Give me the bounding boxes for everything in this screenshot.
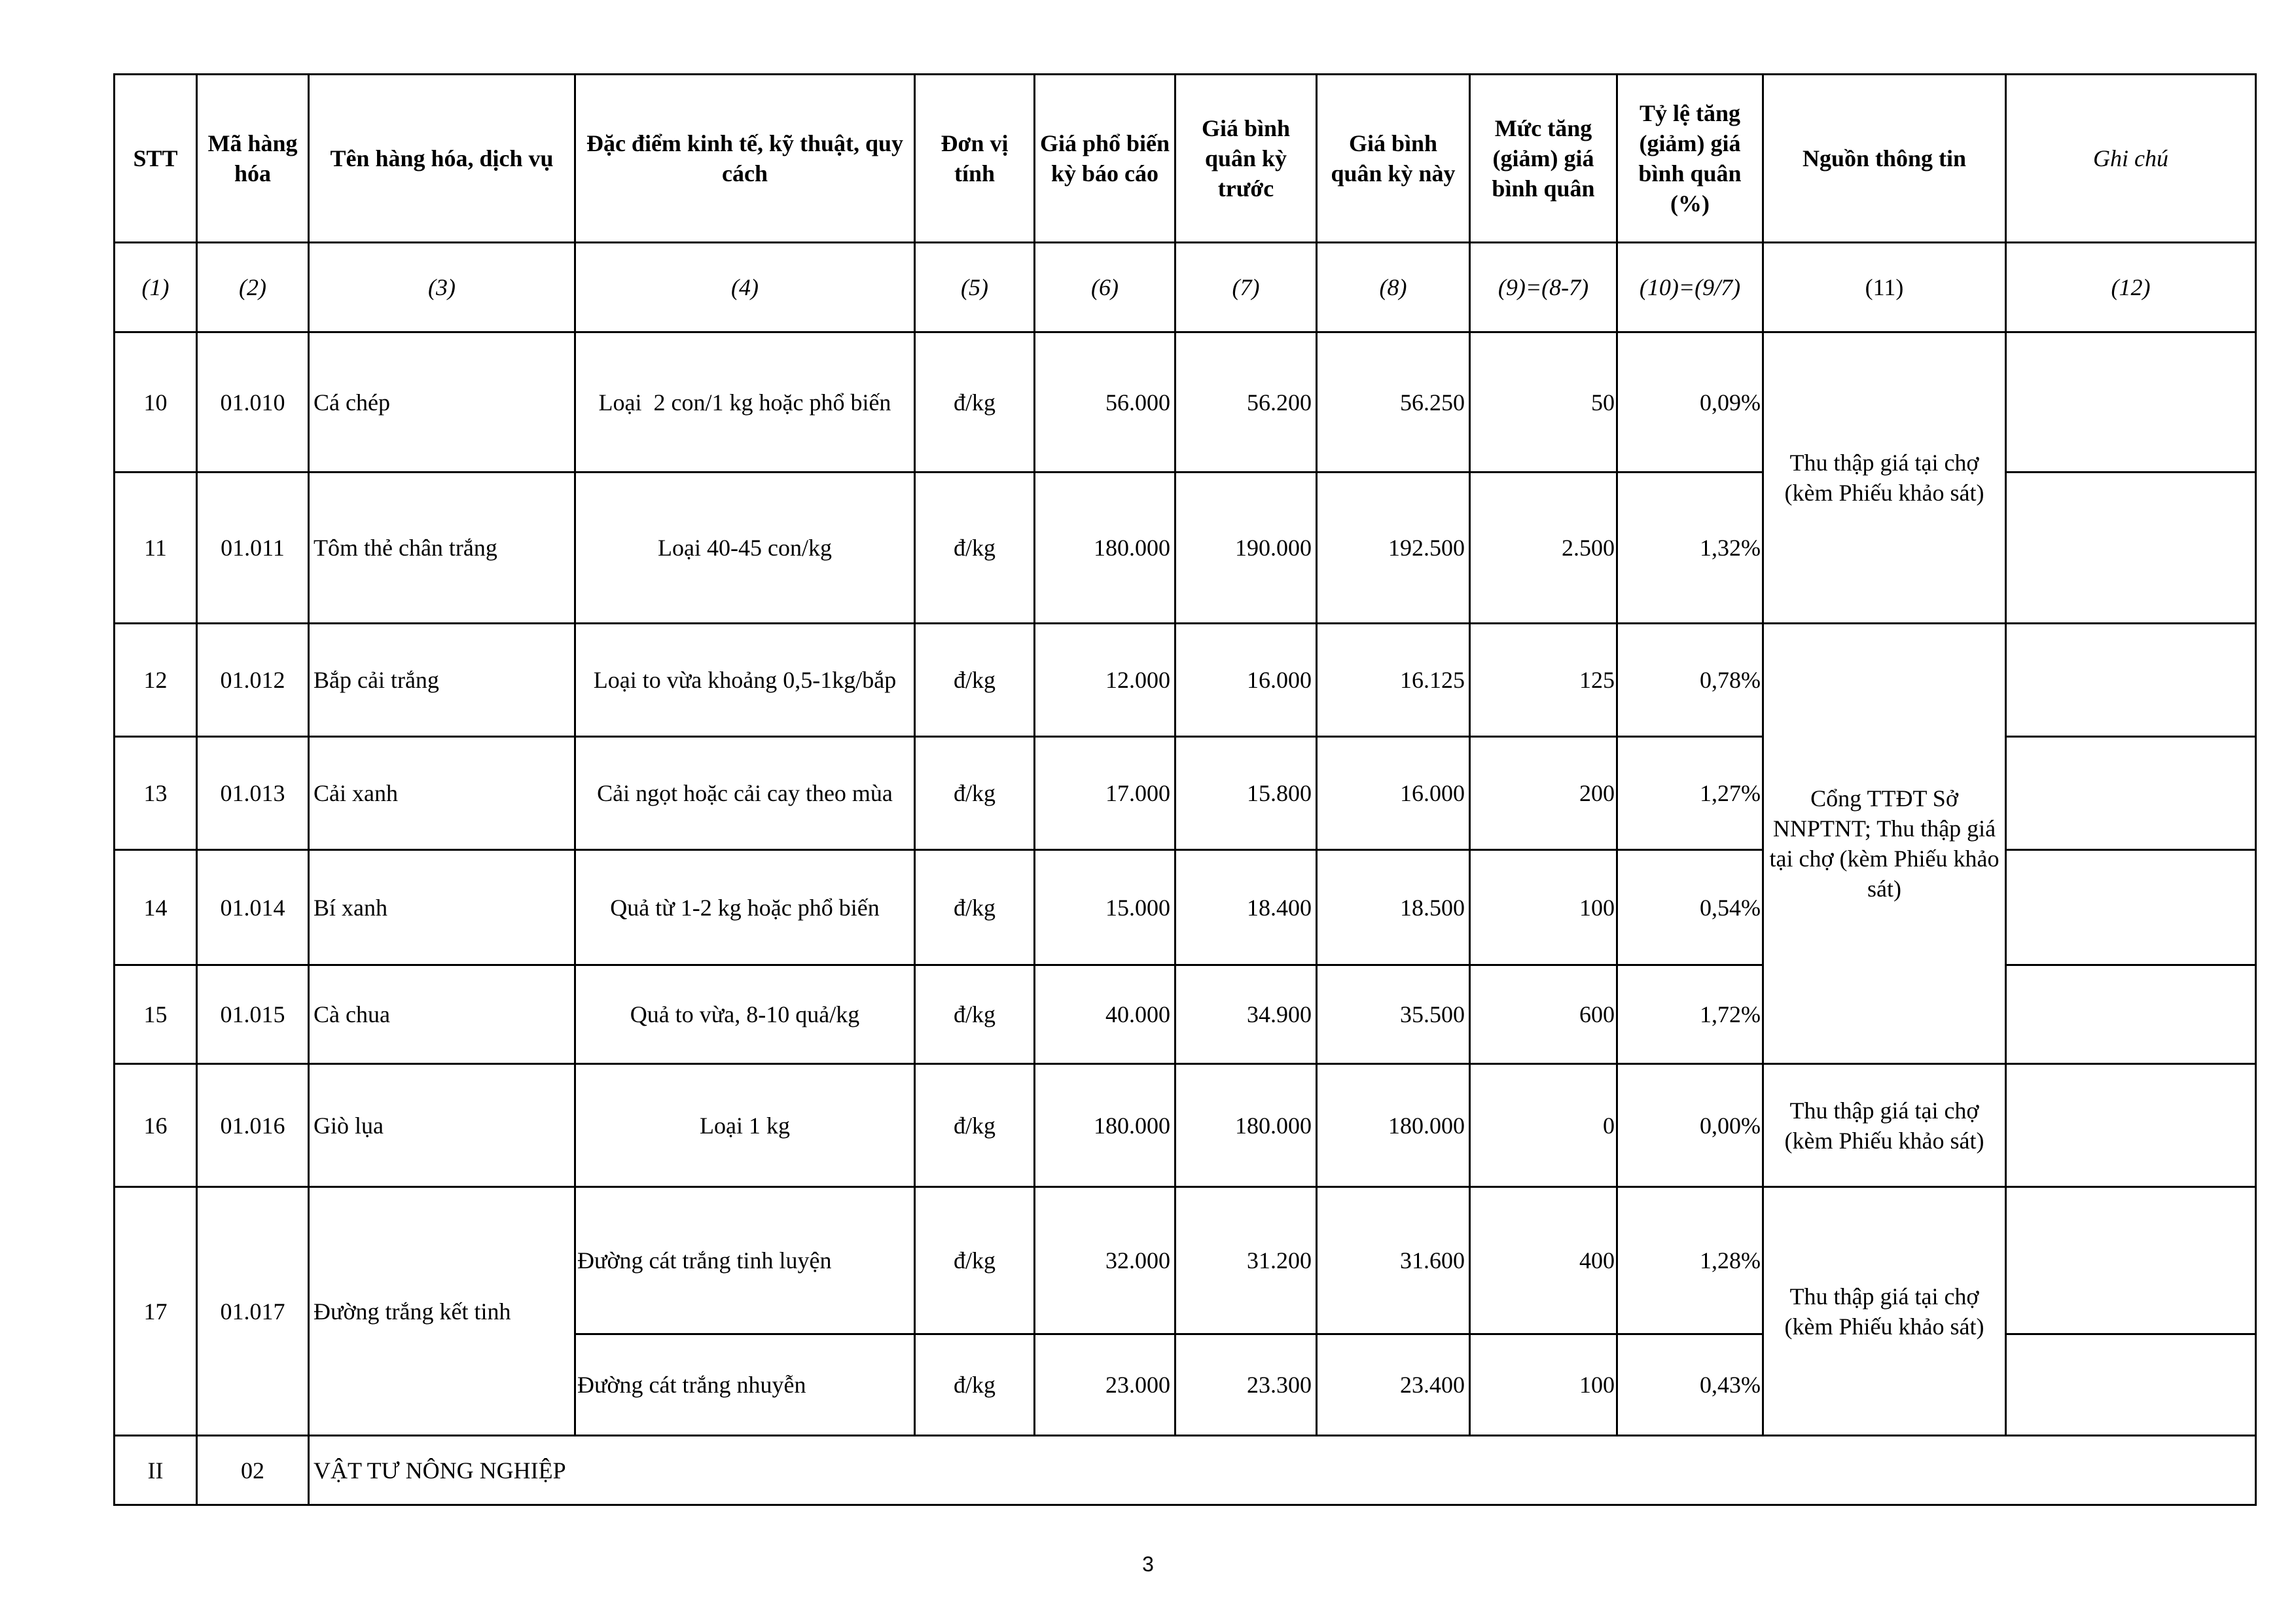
cell-avg-curr: 192.500	[1317, 473, 1470, 624]
cell-unit: đ/kg	[915, 1064, 1035, 1187]
cell-note	[2006, 850, 2256, 965]
cell-stt: 10	[115, 332, 197, 473]
table-row	[115, 1187, 2256, 1334]
header-change-pct: Tỷ lệ tăng (giảm) giá bình quân (%)	[1617, 75, 1763, 243]
cell-price-common: 180.000	[1035, 1064, 1175, 1187]
section-code: 02	[197, 1436, 309, 1505]
cell-name: Cà chua	[309, 965, 575, 1064]
cell-price-common: 32.000	[1035, 1187, 1175, 1334]
cell-avg-curr: 18.500	[1317, 850, 1470, 965]
colnum-9: (9)=(8-7)	[1470, 243, 1617, 332]
cell-spec: Đường cát trắng tinh luyện	[575, 1187, 915, 1334]
cell-spec: Loại 40-45 con/kg	[575, 473, 915, 624]
colnum-10: (10)=(9/7)	[1617, 243, 1763, 332]
cell-spec: Loại 2 con/1 kg hoặc phổ biến	[575, 332, 915, 473]
header-name: Tên hàng hóa, dịch vụ	[309, 75, 575, 243]
cell-price-common: 15.000	[1035, 850, 1175, 965]
header-code: Mã hàng hóa	[197, 75, 309, 243]
colnum-2: (2)	[197, 243, 309, 332]
cell-change: 125	[1470, 624, 1617, 737]
column-number-row	[115, 243, 2256, 332]
cell-spec: Loại to vừa khoảng 0,5-1kg/bắp	[575, 624, 915, 737]
cell-name: Tôm thẻ chân trắng	[309, 473, 575, 624]
cell-avg-curr: 31.600	[1317, 1187, 1470, 1334]
cell-spec: Quả to vừa, 8-10 quả/kg	[575, 965, 915, 1064]
colnum-7: (7)	[1175, 243, 1317, 332]
cell-avg-prev: 190.000	[1175, 473, 1317, 624]
cell-price-common: 17.000	[1035, 737, 1175, 850]
cell-avg-curr: 35.500	[1317, 965, 1470, 1064]
cell-change: 200	[1470, 737, 1617, 850]
cell-avg-prev: 34.900	[1175, 965, 1317, 1064]
cell-stt: 12	[115, 624, 197, 737]
cell-name: Bí xanh	[309, 850, 575, 965]
cell-stt: 15	[115, 965, 197, 1064]
cell-spec: Quả từ 1-2 kg hoặc phổ biến	[575, 850, 915, 965]
cell-code: 01.014	[197, 850, 309, 965]
cell-source: Cổng TTĐT Sở NNPTNT; Thu thập giá tại chợ (kèm Phiếu khảo sát)	[1763, 624, 2006, 1064]
cell-unit: đ/kg	[915, 737, 1035, 850]
cell-unit: đ/kg	[915, 624, 1035, 737]
cell-unit: đ/kg	[915, 965, 1035, 1064]
cell-name: Bắp cải trắng	[309, 624, 575, 737]
cell-code: 01.010	[197, 332, 309, 473]
cell-code: 01.016	[197, 1064, 309, 1187]
header-price-common: Giá phổ biến kỳ báo cáo	[1035, 75, 1175, 243]
cell-stt: 14	[115, 850, 197, 965]
cell-stt: 17	[115, 1187, 197, 1436]
cell-avg-prev: 23.300	[1175, 1334, 1317, 1436]
cell-code: 01.011	[197, 473, 309, 624]
colnum-5: (5)	[915, 243, 1035, 332]
cell-name: Cải xanh	[309, 737, 575, 850]
page-number: 3	[1142, 1552, 1154, 1576]
cell-change: 100	[1470, 1334, 1617, 1436]
cell-code: 01.013	[197, 737, 309, 850]
cell-avg-prev: 15.800	[1175, 737, 1317, 850]
colnum-8: (8)	[1317, 243, 1470, 332]
cell-unit: đ/kg	[915, 850, 1035, 965]
cell-spec: Cải ngọt hoặc cải cay theo mùa	[575, 737, 915, 850]
cell-stt: 16	[115, 1064, 197, 1187]
cell-avg-curr: 23.400	[1317, 1334, 1470, 1436]
cell-note	[2006, 1334, 2256, 1436]
table-row	[115, 624, 2256, 737]
cell-source: Thu thập giá tại chợ (kèm Phiếu khảo sát)	[1763, 332, 2006, 624]
colnum-11: (11)	[1763, 243, 2006, 332]
cell-code: 01.017	[197, 1187, 309, 1436]
cell-name: Cá chép	[309, 332, 575, 473]
cell-price-common: 23.000	[1035, 1334, 1175, 1436]
cell-note	[2006, 473, 2256, 624]
colnum-4: (4)	[575, 243, 915, 332]
cell-avg-curr: 16.125	[1317, 624, 1470, 737]
cell-avg-prev: 56.200	[1175, 332, 1317, 473]
header-unit: Đơn vị tính	[915, 75, 1035, 243]
cell-change: 50	[1470, 332, 1617, 473]
cell-spec: Loại 1 kg	[575, 1064, 915, 1187]
cell-change-pct: 0,00%	[1617, 1064, 1763, 1187]
section-stt: II	[115, 1436, 197, 1505]
cell-stt: 13	[115, 737, 197, 850]
cell-note	[2006, 332, 2256, 473]
cell-avg-prev: 31.200	[1175, 1187, 1317, 1334]
cell-price-common: 12.000	[1035, 624, 1175, 737]
cell-spec: Đường cát trắng nhuyễn	[575, 1334, 915, 1436]
cell-source: Thu thập giá tại chợ (kèm Phiếu khảo sát)	[1763, 1064, 2006, 1187]
cell-avg-prev: 18.400	[1175, 850, 1317, 965]
header-source: Nguồn thông tin	[1763, 75, 2006, 243]
cell-price-common: 56.000	[1035, 332, 1175, 473]
cell-avg-curr: 16.000	[1317, 737, 1470, 850]
cell-change-pct: 1,72%	[1617, 965, 1763, 1064]
cell-name: Giò lụa	[309, 1064, 575, 1187]
header-change: Mức tăng (giảm) giá bình quân	[1470, 75, 1617, 243]
cell-change: 2.500	[1470, 473, 1617, 624]
cell-change-pct: 1,27%	[1617, 737, 1763, 850]
cell-stt: 11	[115, 473, 197, 624]
cell-change: 600	[1470, 965, 1617, 1064]
cell-change-pct: 0,43%	[1617, 1334, 1763, 1436]
colnum-3: (3)	[309, 243, 575, 332]
cell-change-pct: 1,32%	[1617, 473, 1763, 624]
table-row	[115, 1064, 2256, 1187]
colnum-1: (1)	[115, 243, 197, 332]
header-avg-prev: Giá bình quân kỳ trước	[1175, 75, 1317, 243]
header-avg-curr: Giá bình quân kỳ này	[1317, 75, 1470, 243]
cell-note	[2006, 965, 2256, 1064]
cell-note	[2006, 737, 2256, 850]
section-row	[115, 1436, 2256, 1505]
price-report-table	[113, 73, 2257, 1506]
cell-avg-curr: 56.250	[1317, 332, 1470, 473]
header-note: Ghi chú	[2006, 75, 2256, 243]
cell-price-common: 180.000	[1035, 473, 1175, 624]
cell-avg-prev: 16.000	[1175, 624, 1317, 737]
cell-note	[2006, 1064, 2256, 1187]
header-row	[115, 75, 2256, 243]
cell-unit: đ/kg	[915, 473, 1035, 624]
cell-avg-curr: 180.000	[1317, 1064, 1470, 1187]
cell-name: Đường trắng kết tinh	[309, 1187, 575, 1436]
cell-change-pct: 0,09%	[1617, 332, 1763, 473]
cell-change: 100	[1470, 850, 1617, 965]
cell-unit: đ/kg	[915, 1334, 1035, 1436]
header-stt: STT	[115, 75, 197, 243]
cell-avg-prev: 180.000	[1175, 1064, 1317, 1187]
table-row	[115, 332, 2256, 473]
cell-change-pct: 1,28%	[1617, 1187, 1763, 1334]
cell-change-pct: 0,78%	[1617, 624, 1763, 737]
cell-note	[2006, 1187, 2256, 1334]
cell-change-pct: 0,54%	[1617, 850, 1763, 965]
cell-code: 01.015	[197, 965, 309, 1064]
cell-unit: đ/kg	[915, 1187, 1035, 1334]
cell-unit: đ/kg	[915, 332, 1035, 473]
cell-price-common: 40.000	[1035, 965, 1175, 1064]
colnum-12: (12)	[2006, 243, 2256, 332]
header-spec: Đặc điểm kinh tế, kỹ thuật, quy cách	[575, 75, 915, 243]
cell-note	[2006, 624, 2256, 737]
cell-code: 01.012	[197, 624, 309, 737]
cell-change: 400	[1470, 1187, 1617, 1334]
section-title: VẬT TƯ NÔNG NGHIỆP	[309, 1436, 2256, 1505]
colnum-6: (6)	[1035, 243, 1175, 332]
cell-source: Thu thập giá tại chợ (kèm Phiếu khảo sát)	[1763, 1187, 2006, 1436]
cell-change: 0	[1470, 1064, 1617, 1187]
